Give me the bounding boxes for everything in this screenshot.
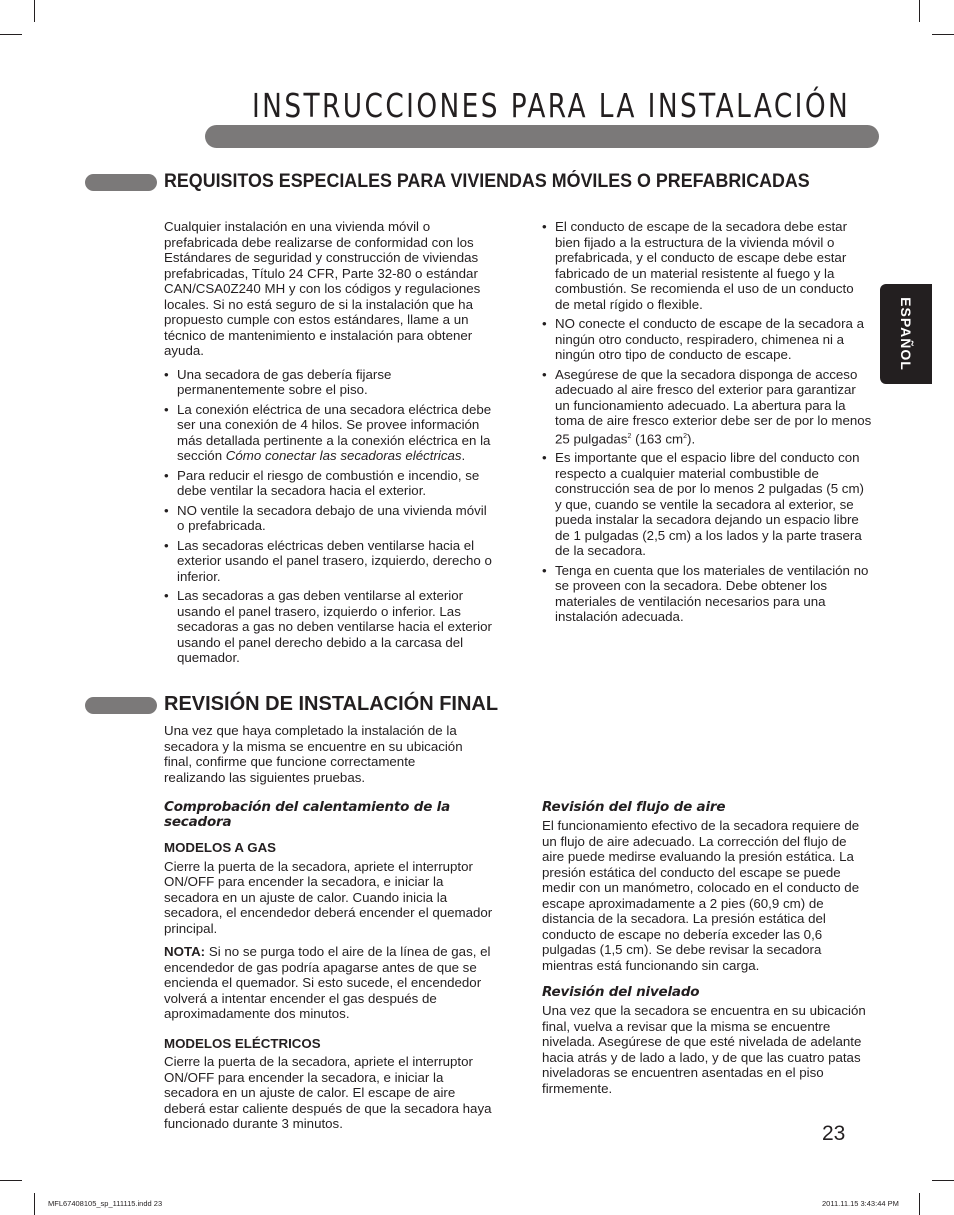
crop-mark [919, 0, 920, 22]
crop-mark [34, 1193, 35, 1215]
left-column-section2 [164, 800, 494, 1140]
list-item: • La conexión eléctrica de una secadora eléctrica debe ser una conexión de 4 hilos. Se provee información más detallada pertinente a la conexión eléctrica en la sección Cómo conectar las secadoras eléctricas. [164, 402, 494, 464]
right-column-section2 [542, 800, 872, 1104]
footer-filename: MFL67408105_sp_111115.indd 23 [48, 1199, 163, 1208]
left-column-section1 [164, 219, 494, 670]
crop-mark [919, 1193, 920, 1215]
note-paragraph: NOTA: Si no se purga todo el aire de la línea de gas, el encendedor de gas podría apagarse antes de que se encienda el quemador. Si esto sucede, el encendedor volverá a intentar encender el gas después de aproximadamente dos minutos. [164, 944, 491, 1021]
page-number: 23 [822, 1122, 846, 1145]
list-item: • Es importante que el espacio libre del conducto con respecto a cualquier material combustible de construcción sea de por lo menos 2 pulgadas (5 cm) y que, cuando se ventile la secadora al exterior, se pueda instalar la secadora dejando un espacio libre de 1 pulgadas (2,5 cm) a los lados y la parte trasera de la secadora. [542, 450, 872, 559]
airflow-text: El funcionamiento efectivo de la secadora requiere de un flujo de aire adecuado. La corrección del flujo de aire puede medirse evaluando la presión estática. La presión estática del conducto del escape se puede medir con un manómetro, colocado en el conducto de escape aproximadamente a 2 pies (60,9 cm) de distancia de la secadora. La presión estática del conducto de escape no debería exceder las 0,6 pulgadas (1,5 cm). Se debe revisar la secadora mientras está funcionando sin carga. [542, 818, 860, 973]
list-item: • Para reducir el riesgo de combustión e incendio, se debe ventilar la secadora hacia el exterior. [164, 468, 494, 499]
crop-mark [0, 1180, 22, 1181]
crop-mark [34, 0, 35, 22]
bullet-list-left [164, 367, 494, 666]
list-item: • Asegúrese de que la secadora disponga de acceso adecuado al aire fresco del exterior para garantizar un funcionamiento adecuado. La abertura para la toma de aire fresco exterior debe ser de por lo menos 25 pulgadas$^2$ (163 $cm^2$). [542, 367, 872, 447]
section-marker [85, 697, 157, 714]
subheading-airflow-check: Revisión del flujo de aire [542, 799, 726, 815]
intro-paragraph: Cualquier instalación en una vivienda móvil o prefabricada debe realizarse de conformidad con los Estándares de seguridad y construcción de viviendas prefabricadas, Título 24 CFR, Parte 32-80 o estándar CAN/CSA0Z240 MH y con los códigos y regulaciones locales. Si no está seguro de si la instalación que ha propuesto cumple con estos estándares, llame a un técnico de mantenimiento e instalación para obtener ayuda. [164, 219, 481, 358]
gas-models-text: Cierre la puerta de la secadora, apriete el interruptor ON/OFF para encender la secadora, e iniciar la secadora en un ajuste de calor. Cuando inicia la secadora, el encendedor deberá encender el quemador principal. [164, 858, 493, 936]
language-tab [880, 284, 932, 384]
intro-paragraph: Una vez que haya completado la instalación de la secadora y la misma se encuentre en su ubicación final, confirme que funcione correctamente realizando las siguientes pruebas. [164, 723, 463, 785]
gas-models-heading: MODELOS A GAS [164, 840, 277, 855]
language-tab-label: ESPAÑOL [898, 297, 914, 371]
leveling-text: Una vez que la secadora se encuentra en su ubicación final, vuelva a revisar que la misma se encuentre nivelada. Asegúrese de que esté nivelada de adelante hacia atrás y de lado a lado, y de que las cuatro patas niveladoras se encuentren asentadas en el piso firmemente. [542, 1003, 866, 1096]
title-bar [205, 125, 879, 148]
list-item: • Las secadoras a gas deben ventilarse al exterior usando el panel trasero, izquierdo o inferior. Las secadoras a gas no deben ventilarse hacia el exterior usando el panel derecho debido a la carcasa del quemador. [164, 588, 494, 666]
crop-mark [0, 34, 22, 35]
section2-intro [164, 723, 464, 793]
list-item: • NO conecte el conducto de escape de la secadora a ningún otro conducto, respiradero, chimenea ni a ningún otro tipo de conducto de escape. [542, 316, 872, 363]
electric-models-text: Cierre la puerta de la secadora, apriete el interruptor ON/OFF para encender la secadora, e iniciar la secadora en un ajuste de calor. El escape de aire deberá estar caliente después de que la secadora haya funcionado durante 3 minutos. [164, 1054, 492, 1131]
list-item: • Una secadora de gas debería fijarse permanentemente sobre el piso. [164, 367, 494, 398]
right-column-section1 [542, 219, 872, 629]
subheading-heating-check: Comprobación del calentamiento de la secadora [164, 799, 450, 830]
list-item: • Las secadoras eléctricas deben ventilarse hacia el exterior usando el panel trasero, izquierdo, derecho o inferior. [164, 538, 494, 585]
list-item: • El conducto de escape de la secadora debe estar bien fijado a la estructura de la vivienda móvil o prefabricada, y el conducto de escape debe estar fabricado de un material resistente al fuego y la combustión. Se recomienda el uso de un conducto de metal rígido o flexible. [542, 219, 872, 312]
section-heading-mobile-homes: REQUISITOS ESPECIALES PARA VIVIENDAS MÓVILES O PREFABRICADAS [164, 171, 810, 192]
list-item: • Tenga en cuenta que los materiales de ventilación no se proveen con la secadora. Debe obtener los materiales de ventilación necesarios para una instalación adecuada. [542, 563, 872, 625]
subheading-leveling-check: Revisión del nivelado [542, 984, 700, 1000]
footer-timestamp: 2011.11.15 3:43:44 PM [822, 1199, 899, 1208]
page-title: INSTRUCCIONES PARA LA INSTALACIÓN [252, 86, 851, 125]
electric-models-heading: MODELOS ELÉCTRICOS [164, 1035, 321, 1051]
section-heading-final-check: REVISIÓN DE INSTALACIÓN FINAL [164, 693, 499, 715]
bullet-list-right [542, 219, 872, 625]
crop-mark [932, 34, 954, 35]
crop-mark [932, 1180, 954, 1181]
section-marker [85, 174, 157, 191]
list-item: • NO ventile la secadora debajo de una vivienda móvil o prefabricada. [164, 503, 494, 534]
